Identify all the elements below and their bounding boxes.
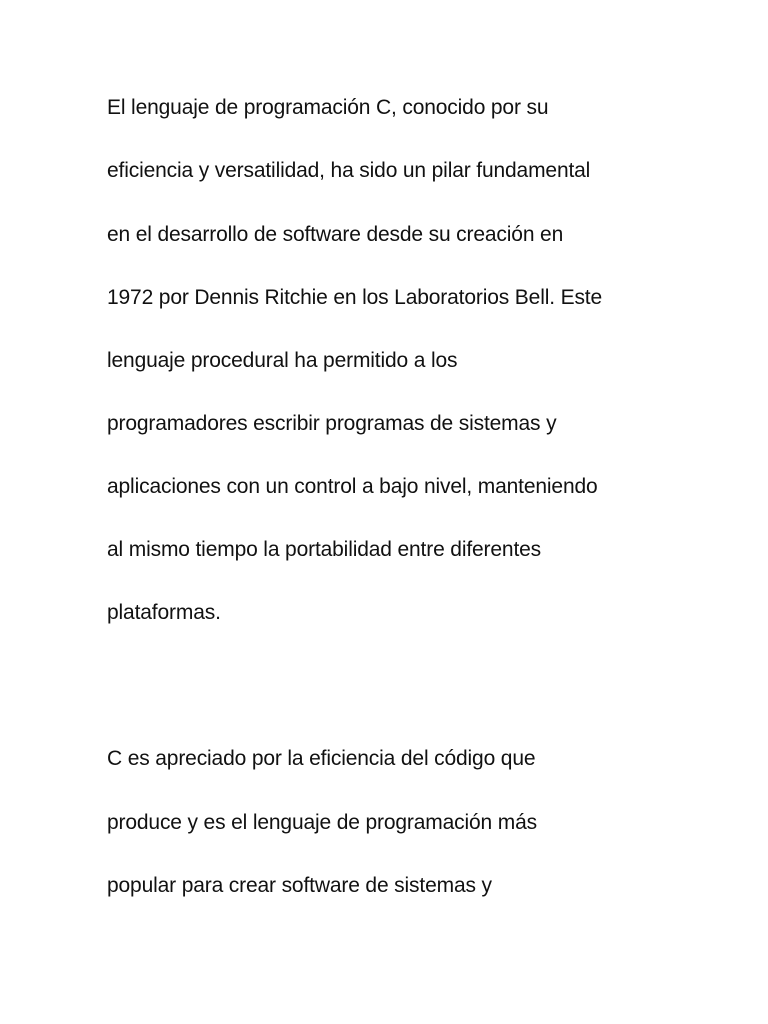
paragraph-line: en el desarrollo de software desde su creación en bbox=[107, 223, 564, 246]
paragraph-line: El lenguaje de programación C, conocido por su bbox=[107, 96, 549, 119]
paragraph-line: popular para crear software de sistemas y bbox=[107, 874, 492, 897]
paragraph-line: C es apreciado por la eficiencia del código que bbox=[107, 747, 536, 770]
paragraph-line: produce y es el lenguaje de programación más bbox=[107, 811, 537, 834]
paragraph-line: aplicaciones con un control a bajo nivel, manteniendo bbox=[107, 475, 598, 498]
paragraph-line: plataformas. bbox=[107, 601, 221, 624]
paragraph-line: eficiencia y versatilidad, ha sido un pilar fundamental bbox=[107, 159, 591, 182]
paragraph-line: al mismo tiempo la portabilidad entre diferentes bbox=[107, 538, 542, 561]
paragraph-line: lenguaje procedural ha permitido a los bbox=[107, 349, 458, 372]
paragraph-line: 1972 por Dennis Ritchie en los Laboratorios Bell. Este bbox=[107, 286, 603, 309]
paragraph-line: programadores escribir programas de sistemas y bbox=[107, 412, 557, 435]
